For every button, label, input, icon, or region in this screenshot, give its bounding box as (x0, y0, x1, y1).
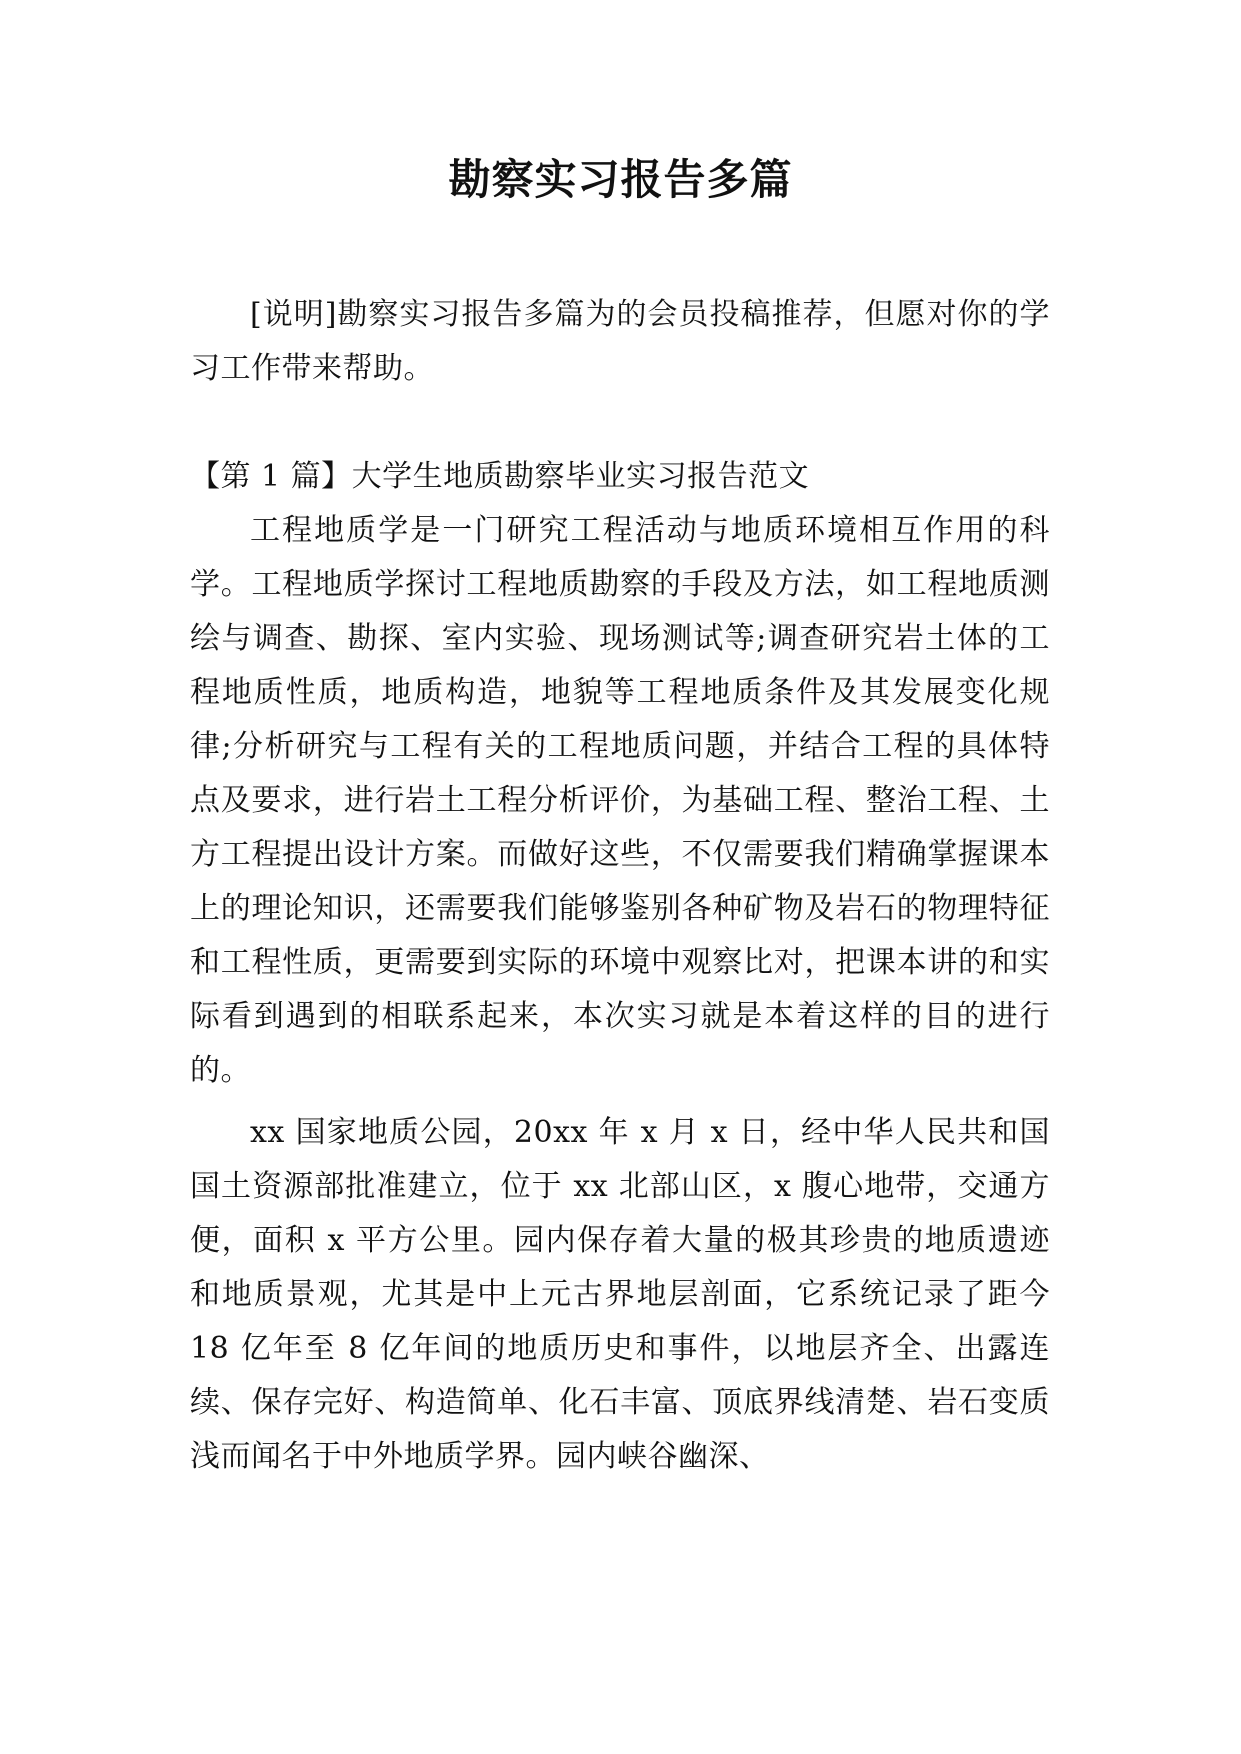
document-title: 勘察实习报告多篇 (448, 155, 793, 204)
intro-paragraph: [说明]勘察实习报告多篇为的会员投稿推荐，但愿对你的学习工作带来帮助。 (190, 297, 1050, 386)
document-body (190, 288, 1050, 1484)
section-heading: 【第 1 篇】大学生地质勘察毕业实习报告范文 (190, 459, 810, 494)
body-paragraph: 工程地质学是一门研究工程活动与地质环境相互作用的科学。工程地质学探讨工程地质勘察的手段及方法，如工程地质测绘与调查、勘探、室内实验、现场测试等;调查研究岩土体的工程地质性质，地质构造，地貌等工程地质条件及其发展变化规律;分析研究与工程有关的工程地质问题，并结合工程的具体特点及要求，进行岩土工程分析评价，为基础工程、整治工程、土方工程提出设计方案。而做好这些，不仅需要我们精确掌握课本上的理论知识，还需要我们能够鉴别各种矿物及岩石的物理特征和工程性质，更需要到实际的环境中观察比对，把课本讲的和实际看到遇到的相联系起来，本次实习就是本着这样的目的进行的。 (190, 513, 1050, 1088)
body-paragraph: xx 国家地质公园，20xx 年 x 月 x 日，经中华人民共和国国土资源部批准建立，位于 xx 北部山区，x 腹心地带，交通方便，面积 x 平方公里。园内保存着大量的极其珍贵的地质遗迹和地质景观，尤其是中上元古界地层剖面，它系统记录了距今 18 亿年至 8 亿年间的地质历史和事件，以地层齐全、出露连续、保存完好、构造简单、化石丰富、顶底界线清楚、岩石变质浅而闻名于中外地质学界。园内峡谷幽深、 (190, 1115, 1050, 1474)
